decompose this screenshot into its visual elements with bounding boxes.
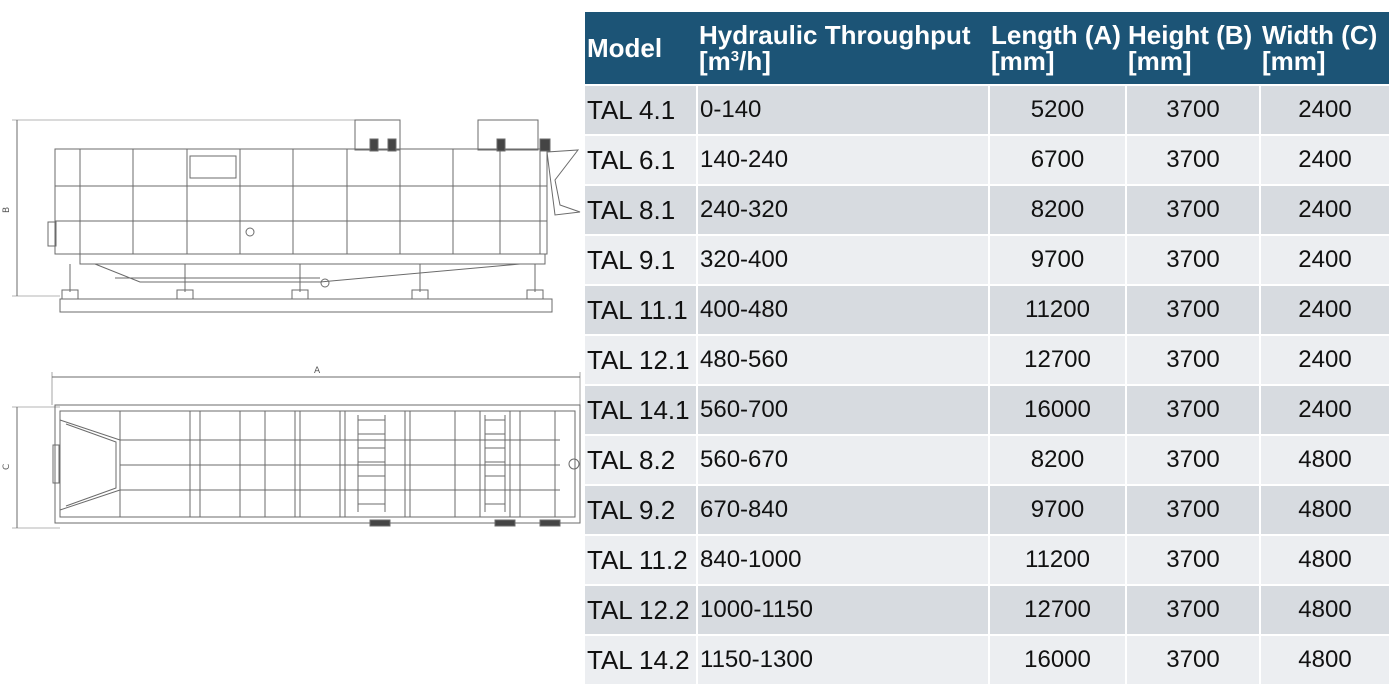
model-cell: TAL 9.1: [585, 235, 697, 285]
table-row: [585, 385, 1389, 435]
height-cell: 3700: [1126, 635, 1260, 684]
side-view: [12, 120, 580, 312]
model-cell: TAL 14.1: [585, 385, 697, 435]
specification-table: [585, 12, 1389, 684]
header-throughput-line2: [699, 48, 989, 74]
width-cell: 4800: [1260, 535, 1389, 585]
model-cell: TAL 12.2: [585, 585, 697, 635]
header-length: [989, 12, 1126, 85]
width-cell: 4800: [1260, 435, 1389, 485]
width-cell: 2400: [1260, 135, 1389, 185]
length-cell: 9700: [989, 485, 1126, 535]
length-cell: 11200: [989, 285, 1126, 335]
table-row: [585, 285, 1389, 335]
table-header-row: [585, 12, 1389, 85]
header-throughput: [697, 12, 989, 85]
height-cell: 3700: [1126, 135, 1260, 185]
model-cell: TAL 14.2: [585, 635, 697, 684]
width-cell: 2400: [1260, 185, 1389, 235]
width-cell: 4800: [1260, 635, 1389, 684]
table-row: [585, 335, 1389, 385]
header-width: [1260, 12, 1389, 85]
length-cell: 16000: [989, 635, 1126, 684]
header-length-line2: [mm]: [991, 46, 1055, 76]
model-cell: TAL 11.1: [585, 285, 697, 335]
length-cell: 12700: [989, 335, 1126, 385]
width-cell: 2400: [1260, 285, 1389, 335]
header-throughput-unit-pre: [m: [699, 46, 731, 76]
height-cell: 3700: [1126, 485, 1260, 535]
height-cell: 3700: [1126, 335, 1260, 385]
dimension-c-label: C: [2, 463, 12, 470]
height-cell: 3700: [1126, 585, 1260, 635]
throughput-cell: 480-560: [697, 335, 989, 385]
length-cell: 11200: [989, 535, 1126, 585]
throughput-cell: 560-670: [697, 435, 989, 485]
width-cell: 2400: [1260, 85, 1389, 135]
width-cell: 2400: [1260, 235, 1389, 285]
table-row: [585, 485, 1389, 535]
length-cell: 8200: [989, 185, 1126, 235]
length-cell: 12700: [989, 585, 1126, 635]
table-row: [585, 235, 1389, 285]
height-cell: 3700: [1126, 85, 1260, 135]
dimension-a-label: A: [314, 366, 321, 376]
header-throughput-unit-sup: 3: [730, 48, 740, 65]
model-cell: TAL 8.2: [585, 435, 697, 485]
throughput-cell: 0-140: [697, 85, 989, 135]
model-cell: TAL 12.1: [585, 335, 697, 385]
table-row: [585, 535, 1389, 585]
table-row: [585, 135, 1389, 185]
model-cell: TAL 4.1: [585, 85, 697, 135]
length-cell: 6700: [989, 135, 1126, 185]
model-cell: TAL 8.1: [585, 185, 697, 235]
header-width-line1: Width (C): [1262, 20, 1378, 50]
length-cell: 9700: [989, 235, 1126, 285]
technical-drawing: [0, 0, 590, 695]
throughput-cell: 670-840: [697, 485, 989, 535]
height-cell: 3700: [1126, 185, 1260, 235]
throughput-cell: 400-480: [697, 285, 989, 335]
throughput-cell: 240-320: [697, 185, 989, 235]
throughput-cell: 140-240: [697, 135, 989, 185]
header-model-text: Model: [587, 33, 663, 63]
table-body: [585, 85, 1389, 684]
throughput-cell: 560-700: [697, 385, 989, 435]
height-cell: 3700: [1126, 285, 1260, 335]
top-view: [12, 372, 580, 528]
height-cell: 3700: [1126, 535, 1260, 585]
header-width-line2: [mm]: [1262, 46, 1326, 76]
table-row: [585, 85, 1389, 135]
model-cell: TAL 6.1: [585, 135, 697, 185]
table-row: [585, 585, 1389, 635]
header-length-line1: Length (A): [991, 20, 1121, 50]
header-model: [585, 12, 697, 85]
width-cell: 4800: [1260, 485, 1389, 535]
height-cell: 3700: [1126, 385, 1260, 435]
header-height-line2: [mm]: [1128, 46, 1192, 76]
table-row: [585, 185, 1389, 235]
drawing-canvas: [0, 0, 590, 695]
table-row: [585, 635, 1389, 684]
length-cell: 16000: [989, 385, 1126, 435]
header-throughput-line1: Hydraulic Throughput: [699, 20, 971, 50]
model-cell: TAL 9.2: [585, 485, 697, 535]
header-throughput-unit-post: /h]: [739, 46, 771, 76]
throughput-cell: 320-400: [697, 235, 989, 285]
width-cell: 4800: [1260, 585, 1389, 635]
height-cell: 3700: [1126, 235, 1260, 285]
throughput-cell: 1150-1300: [697, 635, 989, 684]
width-cell: 2400: [1260, 385, 1389, 435]
length-cell: 8200: [989, 435, 1126, 485]
header-height: [1126, 12, 1260, 85]
throughput-cell: 840-1000: [697, 535, 989, 585]
width-cell: 2400: [1260, 335, 1389, 385]
model-cell: TAL 11.2: [585, 535, 697, 585]
table-row: [585, 435, 1389, 485]
dimension-b-label: B: [2, 206, 12, 213]
length-cell: 5200: [989, 85, 1126, 135]
header-height-line1: Height (B): [1128, 20, 1253, 50]
height-cell: 3700: [1126, 435, 1260, 485]
throughput-cell: 1000-1150: [697, 585, 989, 635]
